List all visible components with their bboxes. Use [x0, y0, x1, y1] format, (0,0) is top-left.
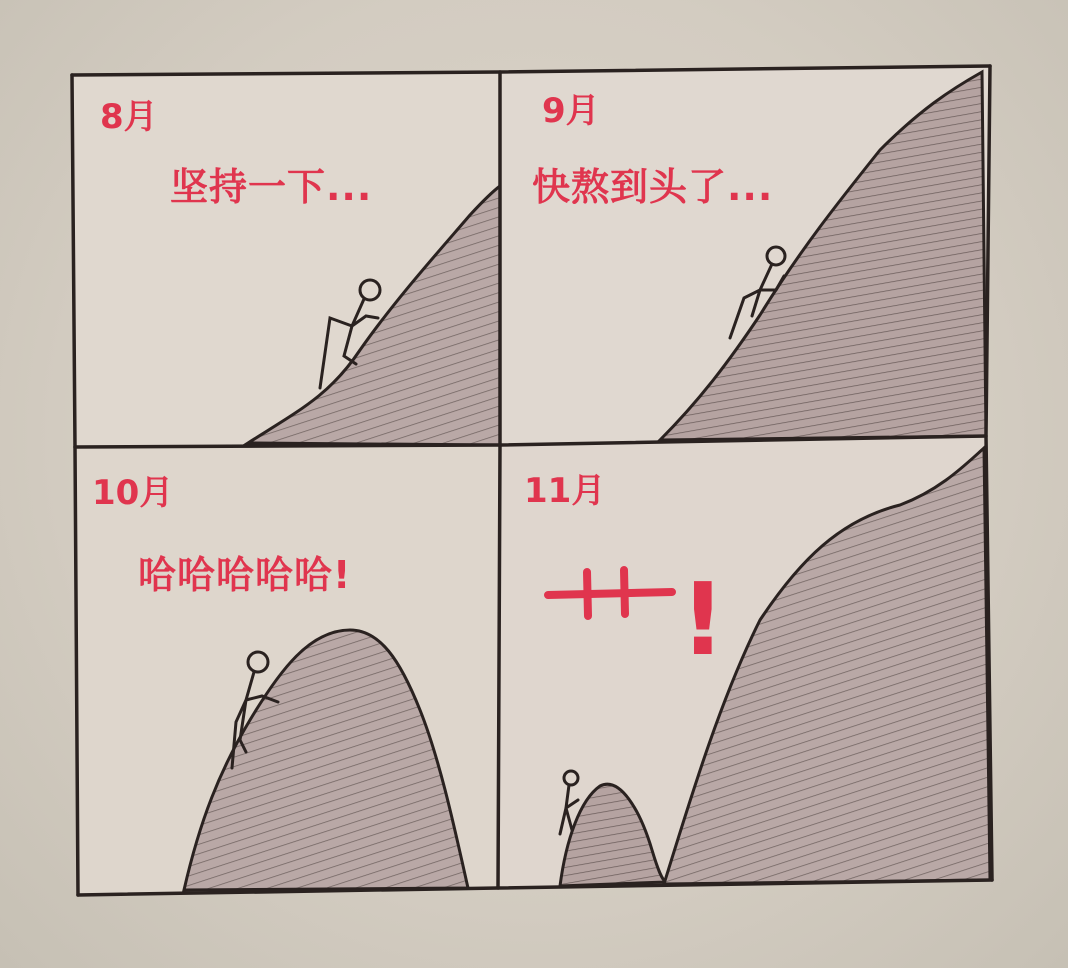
panel-4-exclamation: ! [680, 561, 726, 678]
panel-3-month: 10月 [92, 473, 174, 513]
panel-1-caption: 坚持一下... [170, 165, 373, 209]
panel-2-caption: 快熬到头了... [532, 165, 774, 209]
panel-2-month: 9月 [542, 91, 600, 131]
panel-4-month: 11月 [524, 471, 606, 511]
panel-1-month: 8月 [100, 97, 158, 137]
panel-3-caption: 哈哈哈哈哈! [138, 553, 352, 597]
